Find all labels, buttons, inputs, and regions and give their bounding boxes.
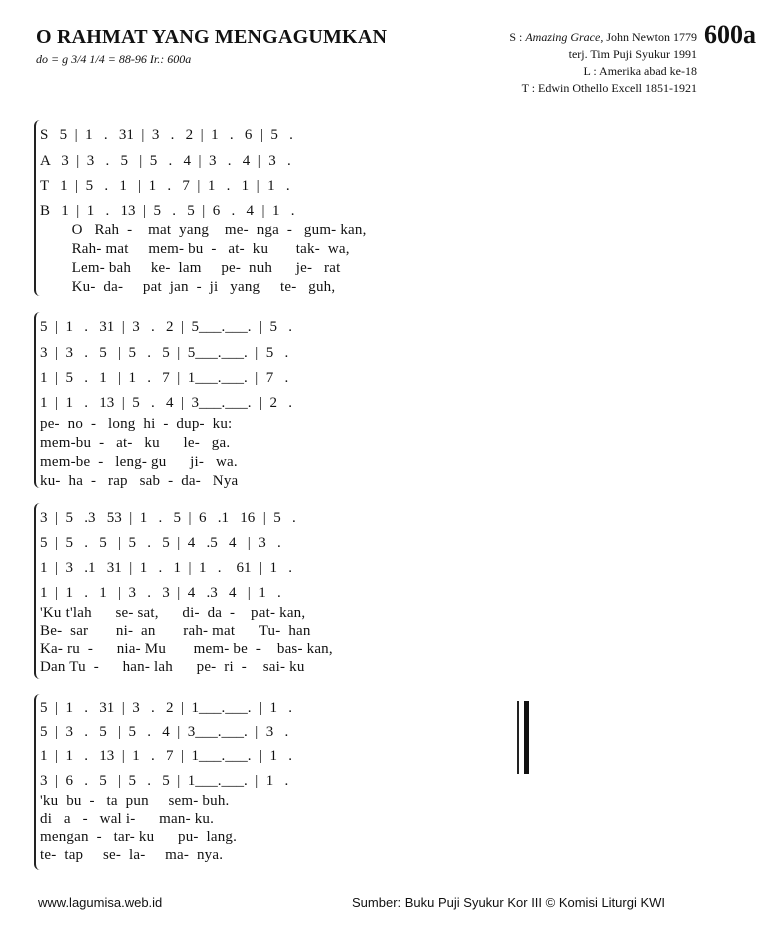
lyric-verse-1: 'Ku t'lah se- sat, di- da - pat- kan, xyxy=(40,605,306,621)
part-alto: 3 | 3 . 5 | 5 . 5 | 5___.___. | 5 . xyxy=(40,345,289,361)
part-soprano: 5 | 1 . 31 | 3 . 2 | 1___.___. | 1 . xyxy=(40,700,293,716)
lyric-verse-3: mem-be - leng- gu ji- wa. xyxy=(40,454,238,470)
part-tenor: 1 | 1 . 13 | 1 . 7 | 1___.___. | 1 . xyxy=(40,748,293,764)
final-barline-thin xyxy=(517,701,519,774)
part-tenor: 1 | 5 . 1 | 1 . 7 | 1___.___. | 7 . xyxy=(40,370,289,386)
lyric-verse-3: Lem- bah ke- lam pe- nuh je- rat xyxy=(40,260,341,276)
part-alto: 5 | 3 . 5 | 5 . 4 | 3___.___. | 3 . xyxy=(40,724,289,740)
part-bass: 3 | 6 . 5 | 5 . 5 | 1___.___. | 1 . xyxy=(40,773,289,789)
melody-credit: L : Amerika abad ke-18 xyxy=(583,64,697,78)
part-tenor: 1 | 3 .1 31 | 1 . 1 | 1 . 61 | 1 . xyxy=(40,560,293,576)
lyric-verse-3: mengan - tar- ku pu- lang. xyxy=(40,829,238,845)
lyric-verse-4: Ku- da- pat jan - ji yang te- guh, xyxy=(40,279,336,295)
lyric-verse-1: O Rah - mat yang me- nga - gum- kan, xyxy=(40,222,367,238)
tempo-key-info: do = g 3/4 1/4 = 88-96 Ir.: 600a xyxy=(36,52,192,66)
lyric-verse-2: di a - wal i- man- ku. xyxy=(40,811,215,827)
source-footer: Sumber: Buku Puji Syukur Kor III © Komisi Liturgi KWI xyxy=(352,895,666,910)
hymn-title: O RAHMAT YANG MENGAGUMKAN xyxy=(36,26,388,48)
hymn-number: 600a xyxy=(704,20,756,49)
part-bass: 1 | 1 . 13 | 5 . 4 | 3___.___. | 2 . xyxy=(40,395,293,411)
final-barline-thick xyxy=(524,701,529,774)
lyric-verse-4: ku- ha - rap sab - da- Nya xyxy=(40,473,239,489)
score-system-2 xyxy=(34,312,734,492)
lyric-verse-2: mem-bu - at- ku le- ga. xyxy=(40,435,231,451)
lyric-verse-2: Rah- mat mem- bu - at- ku tak- wa, xyxy=(40,241,350,257)
part-soprano: 5 | 1 . 31 | 3 . 2 | 5___.___. | 5 . xyxy=(40,319,293,335)
lyric-verse-3: Ka- ru - nia- Mu mem- be - bas- kan, xyxy=(40,641,333,657)
score-system-1 xyxy=(34,120,734,300)
text-credit: T : Edwin Othello Excell 1851-1921 xyxy=(521,81,697,95)
part-tenor: T 1 | 5 . 1 | 1 . 7 | 1 . 1 | 1 . xyxy=(40,178,290,194)
source-credit: S : Amazing Grace, John Newton 1779 xyxy=(509,30,697,44)
website-footer: www.lagumisa.web.id xyxy=(38,895,163,910)
credits-block xyxy=(509,29,697,97)
lyric-verse-2: Be- sar ni- an rah- mat Tu- han xyxy=(40,623,311,639)
lyric-verse-1: pe- no - long hi - dup- ku: xyxy=(40,416,233,432)
part-alto: 5 | 5 . 5 | 5 . 5 | 4 .5 4 | 3 . xyxy=(40,535,281,551)
score-system-3 xyxy=(34,503,734,683)
lyric-verse-4: Dan Tu - han- lah pe- ri - sai- ku xyxy=(40,659,305,675)
part-bass: 1 | 1 . 1 | 3 . 3 | 4 .3 4 | 1 . xyxy=(40,585,281,601)
part-alto: A 3 | 3 . 5 | 5 . 4 | 3 . 4 | 3 . xyxy=(40,153,291,169)
lyric-verse-1: 'ku bu - ta pun sem- buh. xyxy=(40,793,230,809)
part-soprano: S 5 | 1 . 31 | 3 . 2 | 1 . 6 | 5 . xyxy=(40,127,293,143)
part-soprano: 3 | 5 .3 53 | 1 . 5 | 6 .1 16 | 5 . xyxy=(40,510,296,526)
lyric-verse-4: te- tap se- la- ma- nya. xyxy=(40,847,224,863)
score-system-4 xyxy=(34,694,734,874)
translation-credit: terj. Tim Puji Syukur 1991 xyxy=(568,47,697,61)
part-bass: B 1 | 1 . 13 | 5 . 5 | 6 . 4 | 1 . xyxy=(40,203,295,219)
